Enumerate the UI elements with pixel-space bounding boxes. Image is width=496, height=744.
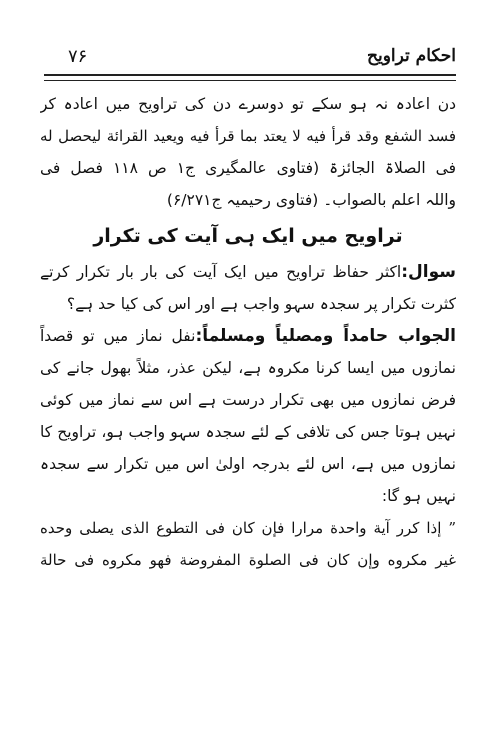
text-line: فرض نمازوں میں بھی تکرار درست ہے اس سے نماز میں کوئی [40, 391, 456, 409]
text-line: فی الصلاۃ الجائزۃ (فتاوی عالمگیری ج۱ ص ۱۱۸ فصل فی [40, 159, 456, 177]
text-line: فسد الشفع وقد قرأ فيه لا يعتد بما قرأ فيه ويعيد القرائة ليحصل له [40, 127, 456, 145]
answer-text: نفل نماز میں تو قصداً [40, 327, 196, 345]
text-line: ” إذا كرر آية واحدة مرارا فإن كان فى التطوع الذى يصلى وحده [40, 519, 456, 537]
text-line [40, 320, 456, 352]
answer-block [40, 320, 456, 512]
paragraph-continuation [40, 88, 456, 216]
question-text: اکثر حفاظ تراویح میں ایک آیت کی بار بار تکرار کرتے [40, 263, 402, 281]
text-line: نہیں ہو گا: [381, 487, 456, 505]
text-line: نمازوں میں ایسا کرنا مکروہ ہے، لیکن عذر، مثلاً بھول جانے کی [40, 359, 456, 377]
answer-label: الجواب حامداً ومصلیاً ومسلماً: [195, 326, 456, 346]
arabic-quote [40, 512, 456, 576]
page-header [44, 46, 456, 72]
text-line: غير مكروه وإن كان فى الصلوة المفروضة فهو مكروه فى حالة [40, 551, 456, 569]
book-title: احکام تراویح [367, 46, 456, 66]
text-line: نہیں ہوتا جس کی تلافی کے لئے سجدہ سہو واجب ہو، تراویح کا [40, 423, 456, 441]
section-heading: تراویح میں ایک ہی آیت کی تکرار [93, 225, 403, 247]
question-block [40, 256, 456, 320]
text-line [40, 256, 456, 288]
text-line: نمازوں میں ہے، اس لئے بدرجہ اولیٰ اس میں تکرار سے سجدہ [40, 455, 456, 473]
text-line: دن اعادہ نہ ہو سکے تو دوسرے دن کی تراویح میں اعادہ کر [40, 95, 456, 113]
page-number: ۷۶ [68, 46, 88, 67]
header-rule [44, 74, 456, 81]
page-content [40, 88, 456, 576]
text-line: واللہ اعلم بالصواب۔ (فتاوی رحیمیہ ج۶/۲۷۱) [166, 191, 456, 209]
text-line: کثرت تکرار پر سجدہ سہو واجب ہے اور اس کی کیا حد ہے؟ [66, 295, 456, 313]
question-label: سوال: [401, 262, 456, 282]
